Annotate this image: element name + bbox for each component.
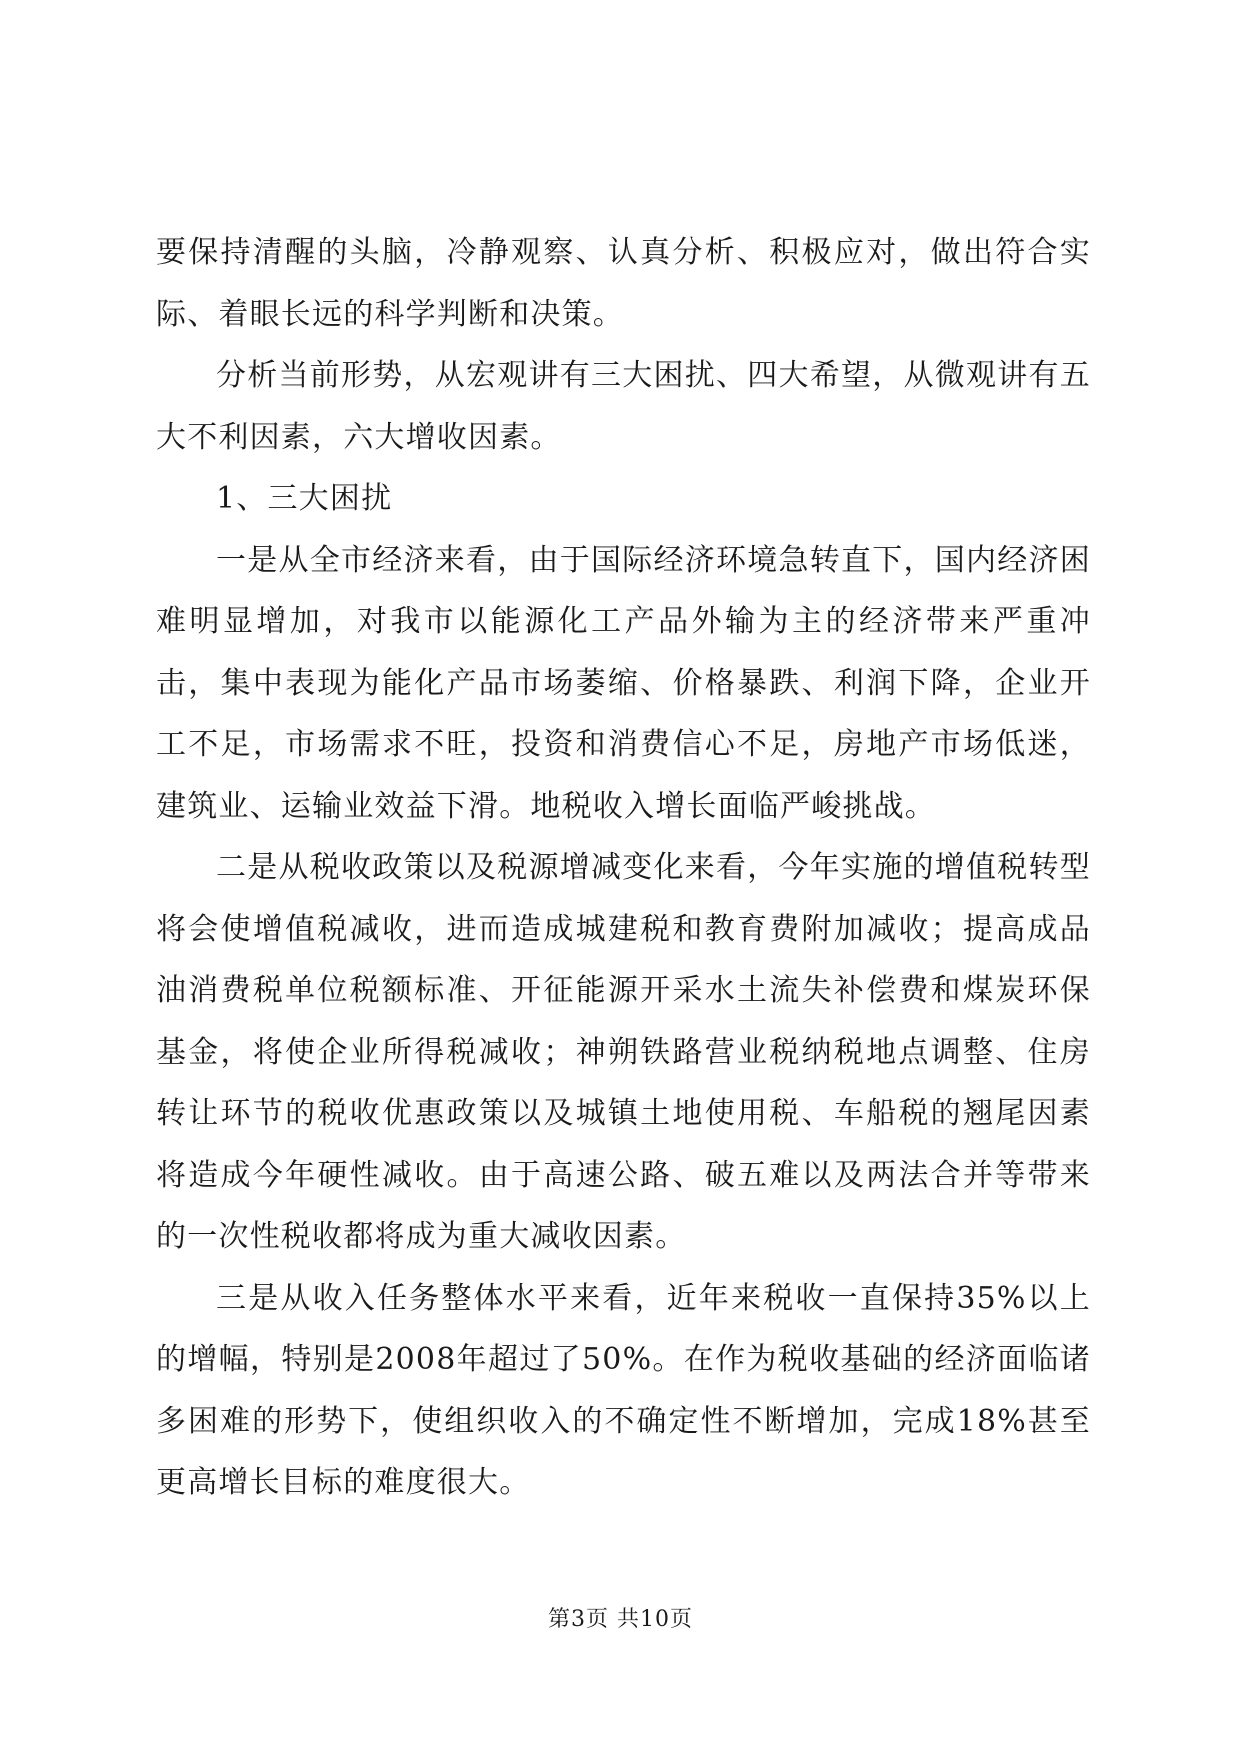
section-heading: 1、三大困扰 bbox=[216, 481, 393, 516]
document-body bbox=[156, 222, 1091, 1514]
paragraph-2: 分析当前形势，从宏观讲有三大困扰、四大希望，从微观讲有五大不利因素，六大增收因素。 bbox=[156, 358, 1091, 455]
paragraph-4: 一是从全市经济来看，由于国际经济环境急转直下，国内经济困难明显增加，对我市以能源化工产品外输为主的经济带来严重冲击，集中表现为能化产品市场萎缩、价格暴跌、利润下降，企业开工不足，市场需求不旺，投资和消费信心不足，房地产市场低迷，建筑业、运输业效益下滑。地税收入增长面临严峻挑战。 bbox=[156, 542, 1091, 824]
paragraph-1: 要保持清醒的头脑，冷静观察、认真分析、积极应对，做出符合实际、着眼长远的科学判断和决策。 bbox=[156, 235, 1091, 332]
paragraph-5: 二是从税收政策以及税源增减变化来看，今年实施的增值税转型将会使增值税减收，进而造成城建税和教育费附加减收；提高成品油消费税单位税额标准、开征能源开采水土流失补偿费和煤炭环保基金，将使企业所得税减收；神朔铁路营业税纳税地点调整、住房转让环节的税收优惠政策以及城镇土地使用税、车船税的翘尾因素将造成今年硬性减收。由于高速公路、破五难以及两法合并等带来的一次性税收都将成为重大减收因素。 bbox=[156, 850, 1091, 1254]
paragraph-6: 三是从收入任务整体水平来看，近年来税收一直保持35%以上的增幅，特别是2008年超过了50%。在作为税收基础的经济面临诸多困难的形势下，使组织收入的不确定性不断增加，完成18%甚至更高增长目标的难度很大。 bbox=[156, 1280, 1091, 1500]
page-number-footer: 第3页 共10页 bbox=[548, 1607, 693, 1632]
